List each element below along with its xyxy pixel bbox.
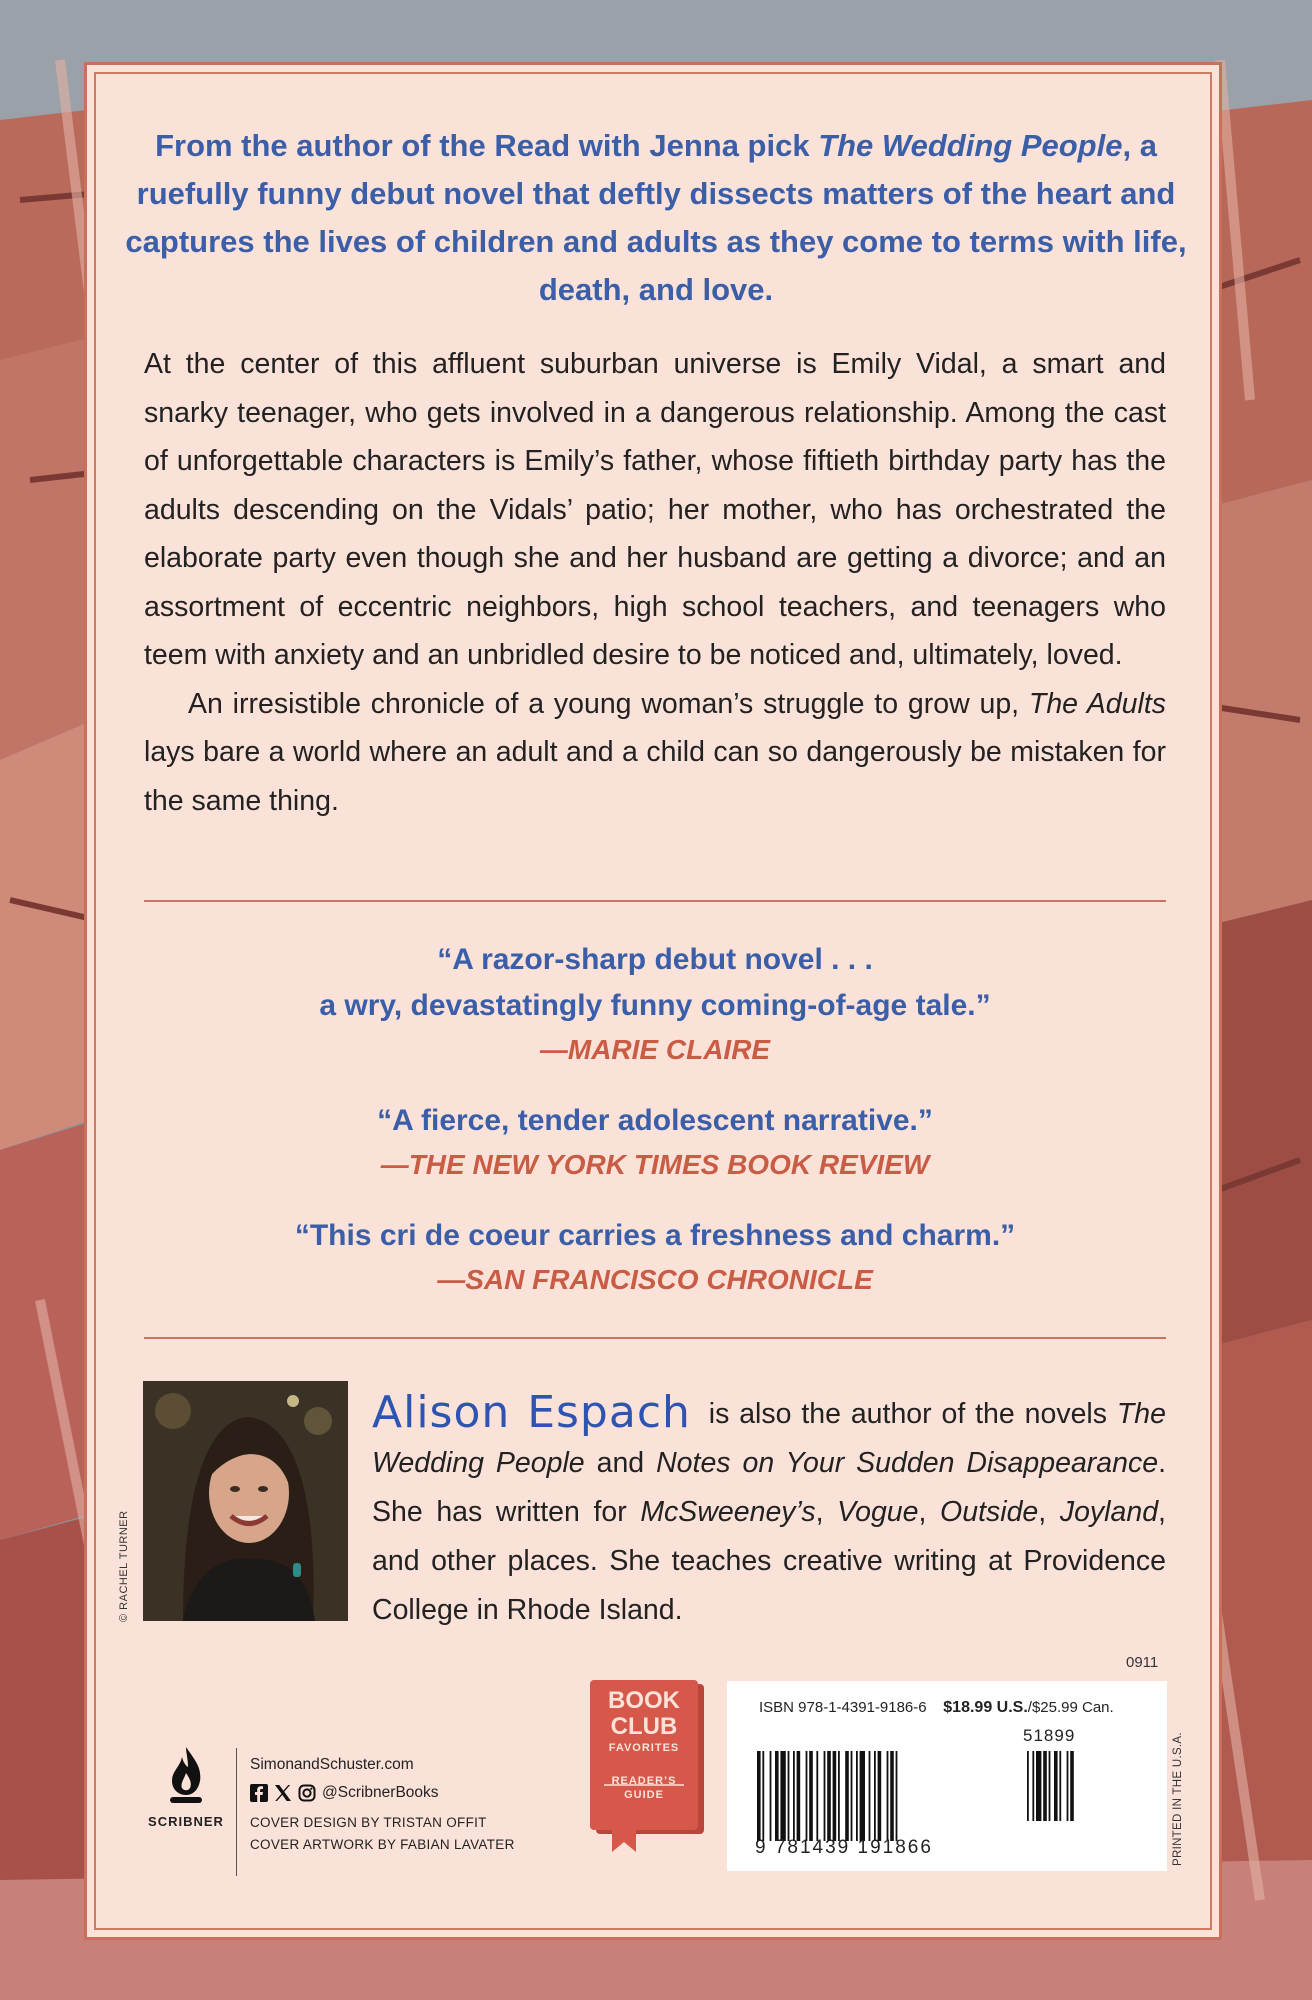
- quote-3-line-1: “This cri de coeur carries a freshness and charm.”: [294, 1219, 1016, 1252]
- cover-artwork-credit: COVER ARTWORK BY FABIAN LAVATER: [250, 1837, 515, 1852]
- divider-bottom: [144, 1337, 1166, 1339]
- bio-book-2: Notes on Your Sudden Disappearance: [656, 1447, 1159, 1479]
- barcode-bar: [1036, 1751, 1041, 1821]
- divider-top: [144, 900, 1166, 902]
- social-row: [250, 1780, 515, 1806]
- quote-2-source: —THE NEW YORK TIMES BOOK REVIEW: [380, 1149, 930, 1180]
- facebook-icon[interactable]: [250, 1784, 268, 1802]
- isbn-barcode-box: [727, 1681, 1167, 1871]
- barcode-bar: [762, 1751, 764, 1841]
- blurb-rest: , a ruefully funny debut novel that deftly dissects matters of the heart and captures the lives of children and adults as they come to terms with life, death, and love.: [125, 128, 1187, 307]
- book-club-badge: [590, 1680, 710, 1855]
- quote-3: [144, 1213, 1166, 1301]
- badge-line-1: BOOK: [608, 1687, 680, 1714]
- bio-text-7: , and other places. She teaches creative writing at Providence College in Rhode Island.: [372, 1496, 1166, 1626]
- barcode-bar: [860, 1751, 865, 1841]
- barcode-bar: [851, 1751, 853, 1841]
- blurb-lead: From the author of the Read with Jenna pick: [155, 128, 819, 163]
- badge-line-3: FAVORITES: [608, 1742, 680, 1754]
- quote-2: [144, 1098, 1166, 1186]
- photo-credit: © RACHEL TURNER: [118, 1510, 130, 1622]
- description-p2-rest: lays bare a world where an adult and a child can so dangerously be mistaken for the same thing.: [144, 736, 1166, 817]
- bio-pub-2: Vogue: [837, 1496, 919, 1528]
- product-code: 0911: [1126, 1654, 1159, 1671]
- barcode-bar: [1070, 1751, 1074, 1821]
- price-us: $18.99 U.S.: [943, 1699, 1028, 1716]
- headline-blurb: [120, 122, 1192, 314]
- quote-3-source: —SAN FRANCISCO CHRONICLE: [437, 1264, 873, 1295]
- barcode-bar: [797, 1751, 801, 1841]
- bio-book-1: The Wedding People: [372, 1398, 1166, 1479]
- logo-divider: [236, 1748, 237, 1876]
- bio-pub-3: Outside: [940, 1496, 1039, 1528]
- bio-pub-4: Joyland: [1059, 1496, 1159, 1528]
- price-code: 51899: [1023, 1726, 1076, 1745]
- bio-text-6: ,: [1038, 1496, 1060, 1528]
- description-paragraph-1: At the center of this affluent suburban universe is Emily Vidal, a smart and snarky teenager, who gets involved in a dangerous relationship. Among the cast of unforgettable characters is Emily’s father, whose fiftieth birthday party has the adults descending on the Vidals’ patio; her mother, who has orchestrated the elaborate party even though she and her husband are getting a divorce; and an assortment of eccentric neighbors, high school teachers, and teenagers who teem with anxiety and an unbridled desire to be noticed and, ultimately, loved.: [144, 348, 1166, 671]
- barcode-bar: [890, 1751, 894, 1841]
- barcode-bar: [887, 1751, 889, 1841]
- publisher-info: [250, 1752, 515, 1856]
- instagram-icon[interactable]: [298, 1784, 316, 1802]
- quote-1-line-2: a wry, devastatingly funny coming-of-age tale.”: [319, 989, 991, 1022]
- barcode-bar: [827, 1751, 831, 1841]
- barcode-bar: [878, 1751, 882, 1841]
- description-paragraph-2: [144, 680, 1166, 826]
- barcode-bar: [775, 1751, 779, 1841]
- badge-line-5: GUIDE: [624, 1789, 664, 1801]
- barcode-bar: [1027, 1751, 1029, 1821]
- barcode-bar: [788, 1751, 790, 1841]
- barcode-bar: [1043, 1751, 1047, 1821]
- quote-2-line-1: “A fierce, tender adolescent narrative.”: [377, 1104, 933, 1137]
- barcode-bar: [809, 1751, 813, 1841]
- blurb-title: The Wedding People: [818, 128, 1123, 163]
- price-can: /$25.99 Can.: [1027, 1699, 1114, 1716]
- badge-line-2: CLUB: [610, 1713, 678, 1740]
- publisher-name: SCRIBNER: [148, 1814, 224, 1829]
- scribner-logo: [146, 1745, 226, 1829]
- barcode-bar: [793, 1751, 795, 1841]
- social-handle[interactable]: @ScribnerBooks: [322, 1784, 439, 1801]
- bio-text-3: . She has written for: [372, 1447, 1167, 1528]
- bio-text-5: ,: [918, 1496, 941, 1528]
- barcode-bar: [1067, 1751, 1069, 1821]
- barcode-bar: [806, 1751, 808, 1841]
- barcode-bar: [869, 1751, 871, 1841]
- barcode-bar: [1032, 1751, 1034, 1821]
- isbn-digits: 9 781439 191866: [755, 1837, 933, 1858]
- barcode-bar: [780, 1751, 785, 1841]
- isbn-number: ISBN 978-1-4391-9186-6: [759, 1699, 927, 1716]
- bio-text-4: ,: [815, 1496, 838, 1528]
- barcode-bar: [838, 1751, 840, 1841]
- description: [144, 340, 1166, 825]
- author-signature: Alison Espach: [372, 1387, 691, 1438]
- quote-1-line-1: “A razor-sharp debut novel . . .: [437, 943, 873, 976]
- barcode-bar: [845, 1751, 849, 1841]
- bio-text-2: and: [584, 1447, 657, 1479]
- barcode-bar: [1054, 1751, 1058, 1821]
- barcode-bar: [856, 1751, 858, 1841]
- bio-text-1: is also the author of the novels: [698, 1398, 1117, 1430]
- barcode-bar: [757, 1751, 761, 1841]
- barcode-bar: [896, 1751, 898, 1841]
- description-p2-lead: An irresistible chronicle of a young woman’s struggle to grow up,: [188, 687, 1029, 720]
- barcode-bar: [833, 1751, 837, 1841]
- barcode-bar: [824, 1751, 826, 1841]
- printed-in-usa: PRINTED IN THE U.S.A.: [1172, 1732, 1184, 1866]
- flame-icon: [166, 1745, 206, 1807]
- bio-pub-1: McSweeney’s: [640, 1496, 816, 1528]
- barcode-bar: [874, 1751, 876, 1841]
- x-icon[interactable]: [274, 1784, 292, 1802]
- author-bio: [372, 1388, 1166, 1635]
- barcode-bars: [757, 1751, 1147, 1851]
- barcode-bar: [1059, 1751, 1061, 1821]
- description-p2-title: The Adults: [1028, 687, 1166, 720]
- isbn-price-line: [759, 1699, 1114, 1717]
- website-link[interactable]: SimonandSchuster.com: [250, 1756, 414, 1773]
- quote-1-source: —MARIE CLAIRE: [539, 1034, 771, 1065]
- barcode-bar: [816, 1751, 818, 1841]
- quote-1: [144, 937, 1166, 1071]
- badge-line-4: READER’S: [611, 1775, 677, 1787]
- barcode-bar: [770, 1751, 772, 1841]
- author-photo: [143, 1381, 348, 1621]
- barcode-bar: [1049, 1751, 1051, 1821]
- cover-design-credit: COVER DESIGN BY TRISTAN OFFIT: [250, 1815, 487, 1830]
